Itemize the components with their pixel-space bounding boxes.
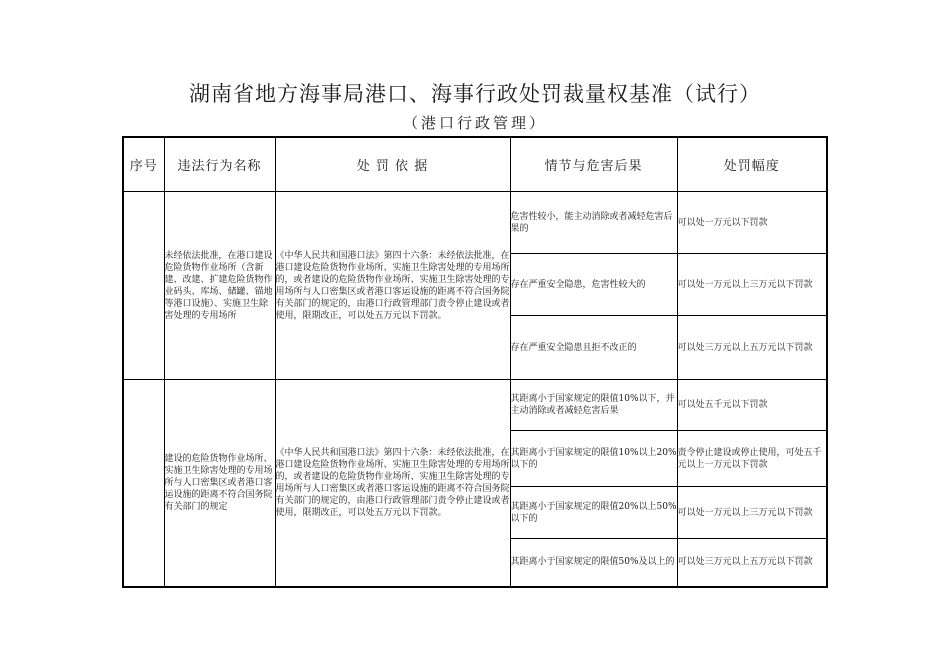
group-1-circumstance-1: 危害性较小，能主动消除或者减轻危害后果的 [510, 192, 677, 254]
group-2-penalty-basis-text: 《中华人民共和国港口法》第四十六条：未经依法批准，在港口建设危险货物作业场所、实施卫生除害处理的专用场所的，或者建设的危险货物作业场所、实施卫生除害处理的专用场所与人口密集区或者港口客运设施的距离不符合国务院有关部门的规定的，由港口行政管理部门责令停止建设或者使用，限期改正，可以处五万元以下罚款。 [275, 447, 510, 518]
group-2-violation-name [164, 380, 275, 587]
group-2-penalty-basis [275, 380, 510, 587]
table-row [123, 380, 827, 431]
group-1-violation-name-text: 未经依法批准，在港口建设危险货物作业场所（含新建、改建、扩建危险货物作业码头、库场、储罐、锚地等港口设施）、实施卫生除害处理的专用场所 [164, 250, 273, 321]
group-2-violation-name-text: 建设的危险货物作业场所、实施卫生除害处理的专用场所与人口密集区或者港口客运设施的距离不符合国务院有关部门的规定 [164, 453, 273, 512]
header-violation-name: 违法行为名称 [164, 137, 275, 192]
group-1-circumstance-3: 存在严重安全隐患且拒不改正的 [510, 316, 677, 380]
group-2-circumstance-4: 其距离小于国家规定的限值50%及以上的 [510, 539, 677, 587]
group-2-circumstance-2: 其距离小于国家规定的限值10%以上20%以下的 [510, 431, 677, 487]
group-2-circumstance-3: 其距离小于国家规定的限值20%以上50%以下的 [510, 487, 677, 539]
group-1-violation-name [164, 192, 275, 380]
table-header-row [123, 137, 827, 192]
group-1-penalty-basis [275, 192, 510, 380]
document-title: 湖南省地方海事局港口、海事行政处罚裁量权基准（试行） [189, 82, 761, 106]
group-1-no [123, 192, 164, 380]
group-1-penalty-1: 可以处一万元以下罚款 [677, 192, 827, 254]
header-penalty-basis: 处 罚 依 据 [275, 137, 510, 192]
group-2-penalty-2: 责令停止建设或停止使用，可处五千元以上一万元以下罚款 [677, 431, 827, 487]
group-1-penalty-2: 可以处一万元以上三万元以下罚款 [677, 254, 827, 316]
document-subtitle: （港口行政管理） [402, 114, 547, 132]
group-1-penalty-basis-text: 《中华人民共和国港口法》第四十六条：未经依法批准，在港口建设危险货物作业场所、实施卫生除害处理的专用场所的，或者建设的危险货物作业场所、实施卫生除害处理的专用场所与人口密集区或者港口客运设施的距离不符合国务院有关部门的规定的，由港口行政管理部门责令停止建设或者使用，限期改正，可以处五万元以下罚款。 [275, 250, 510, 321]
group-2-penalty-3: 可以处一万元以上三万元以下罚款 [677, 487, 827, 539]
group-1-penalty-3: 可以处三万元以上五万元以下罚款 [677, 316, 827, 380]
group-1-circumstance-2: 存在严重安全隐患，危害性较大的 [510, 254, 677, 316]
header-no: 序号 [123, 137, 164, 192]
group-2-no [123, 380, 164, 587]
group-2-circumstance-1: 其距离小于国家规定的限值10%以下，并主动消除或者减轻危害后果 [510, 380, 677, 431]
penalty-standard-table [122, 136, 828, 588]
header-circumstances: 情节与危害后果 [510, 137, 677, 192]
group-2-penalty-1: 可以处五千元以下罚款 [677, 380, 827, 431]
header-penalty-range: 处罚幅度 [677, 137, 827, 192]
table-row [123, 192, 827, 254]
group-2-penalty-4: 可以处三万元以上五万元以下罚款 [677, 539, 827, 587]
